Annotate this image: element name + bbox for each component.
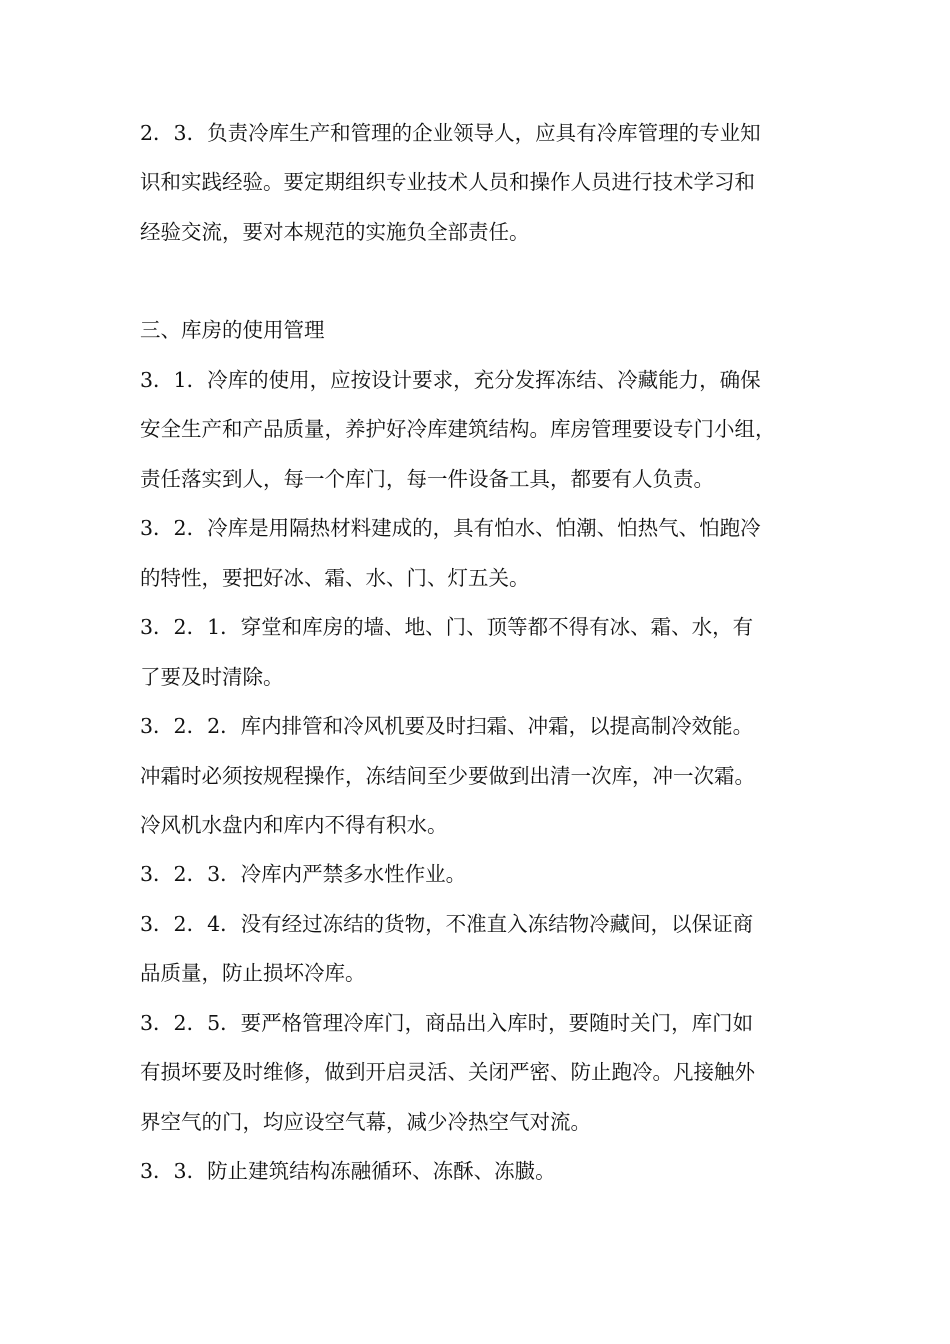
text-line: 3．2．冷库是用隔热材料建成的，具有怕水、怕潮、怕热气、怕跑冷 (140, 516, 761, 540)
text-line: 3．2．4．没有经过冻结的货物，不准直入冻结物冷藏间，以保证商 (140, 912, 754, 936)
text-line: 责任落实到人，每一个库门，每一件设备工具，都要有人负责。 (140, 467, 714, 491)
text-line: 3．2．2．库内排管和冷风机要及时扫霜、冲霜，以提高制冷效能。 (140, 714, 754, 738)
text-line: 3．2．3．冷库内严禁多水性作业。 (140, 862, 467, 886)
text-line: 经验交流，要对本规范的实施负全部责任。 (140, 220, 530, 244)
text-line: 品质量，防止损坏冷库。 (140, 961, 366, 985)
text-line: 了要及时清除。 (140, 665, 284, 689)
text-line: 2．3．负责冷库生产和管理的企业领导人，应具有冷库管理的专业知 (140, 121, 761, 145)
text-line: 安全生产和产品质量，养护好冷库建筑结构。库房管理要设专门小组， (140, 417, 776, 441)
text-line: 3．2．1．穿堂和库房的墙、地、门、顶等都不得有冰、霜、水，有 (140, 615, 754, 639)
text-line: 冷风机水盘内和库内不得有积水。 (140, 813, 448, 837)
text-line: 识和实践经验。要定期组织专业技术人员和操作人员进行技术学习和 (140, 170, 755, 194)
text-line: 界空气的门，均应设空气幕，减少冷热空气对流。 (140, 1110, 591, 1134)
text-line: 3．1．冷库的使用，应按设计要求，充分发挥冻结、冷藏能力，确保 (140, 368, 761, 392)
text-line: 有损坏要及时维修，做到开启灵活、关闭严密、防止跑冷。凡接触外 (140, 1060, 755, 1084)
text-line: 3．3．防止建筑结构冻融循环、冻酥、冻臌。 (140, 1159, 556, 1183)
text-line: 冲霜时必须按规程操作，冻结间至少要做到出清一次库，冲一次霜。 (140, 764, 755, 788)
section-heading: 三、库房的使用管理 (140, 318, 325, 342)
text-line: 3．2．5．要严格管理冷库门，商品出入库时，要随时关门，库门如 (140, 1011, 754, 1035)
text-line: 的特性，要把好冰、霜、水、门、灯五关。 (140, 566, 530, 590)
